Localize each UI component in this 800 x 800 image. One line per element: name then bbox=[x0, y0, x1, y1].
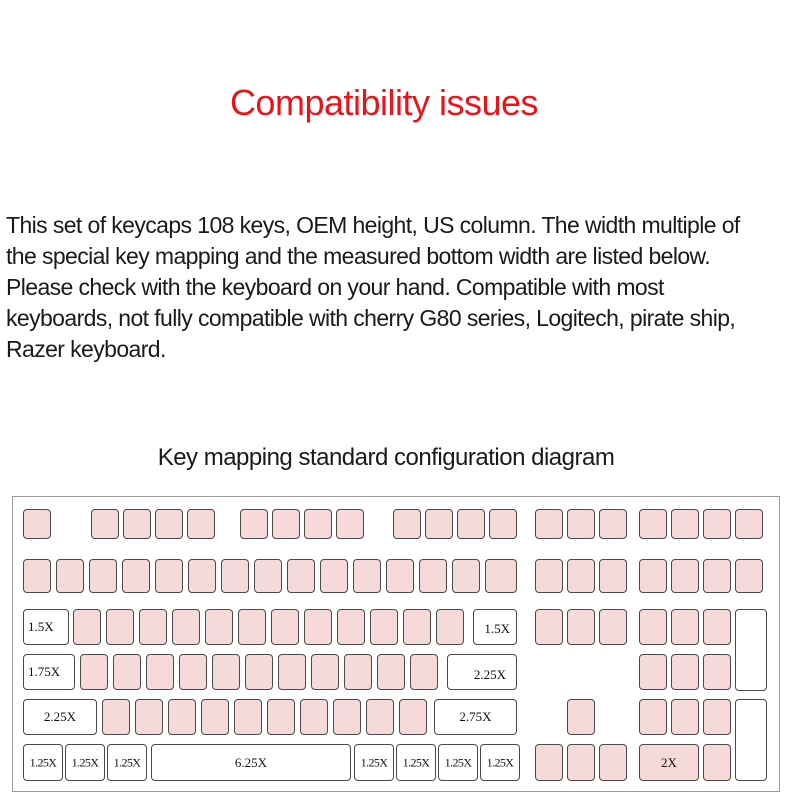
key-numlock bbox=[639, 559, 667, 593]
key-equal bbox=[419, 559, 447, 593]
key-label: 1.5X bbox=[484, 620, 510, 636]
key-rctrl bbox=[480, 744, 520, 781]
key-num-decimal bbox=[703, 744, 731, 781]
key-label: 1.25X bbox=[444, 755, 472, 769]
key-v bbox=[201, 699, 229, 735]
description-line: This set of keycaps 108 keys, OEM height, US column. The width multiple of bbox=[6, 212, 740, 238]
key-5 bbox=[188, 559, 216, 593]
key-backspace-a bbox=[452, 559, 480, 593]
key-label: 2X bbox=[661, 754, 677, 770]
key-x bbox=[135, 699, 163, 735]
key-q bbox=[73, 609, 101, 645]
key-pause bbox=[599, 509, 627, 539]
key-r bbox=[172, 609, 200, 645]
key-label: 2.75X bbox=[459, 709, 492, 724]
key-label: 1.25X bbox=[29, 755, 57, 769]
key-num0 bbox=[639, 744, 699, 781]
key-menu bbox=[438, 744, 478, 781]
key-label: 1.5X bbox=[28, 619, 54, 634]
key-f6 bbox=[272, 509, 300, 539]
key-f10 bbox=[425, 509, 453, 539]
description bbox=[6, 210, 786, 365]
key-scrlk bbox=[567, 509, 595, 539]
key-left bbox=[535, 744, 563, 781]
key-f12 bbox=[489, 509, 517, 539]
key-b bbox=[234, 699, 262, 735]
key-caps bbox=[23, 654, 75, 690]
key-num-multiply bbox=[703, 559, 731, 593]
key-num3 bbox=[703, 699, 731, 735]
key-f8 bbox=[336, 509, 364, 539]
description-line: Razer keyboard. bbox=[6, 336, 166, 362]
key-label: 1.25X bbox=[113, 755, 141, 769]
key-pgup bbox=[599, 559, 627, 593]
key-lshift bbox=[23, 699, 97, 735]
key-num-minus bbox=[735, 559, 763, 593]
key-h bbox=[245, 654, 273, 690]
key-num-plus bbox=[735, 609, 767, 691]
key-f3 bbox=[155, 509, 183, 539]
key-pgdn bbox=[599, 609, 627, 645]
key-g bbox=[212, 654, 240, 690]
key-rwin bbox=[396, 744, 436, 781]
key-num5 bbox=[671, 654, 699, 690]
key-period bbox=[366, 699, 394, 735]
key-f9 bbox=[393, 509, 421, 539]
key-7 bbox=[254, 559, 282, 593]
key-d bbox=[146, 654, 174, 690]
key-backspace-b bbox=[485, 559, 517, 593]
key-semicolon bbox=[377, 654, 405, 690]
key-t bbox=[205, 609, 233, 645]
key-lbracket bbox=[403, 609, 431, 645]
key-num7 bbox=[639, 609, 667, 645]
key-k bbox=[311, 654, 339, 690]
key-extra bbox=[703, 509, 731, 539]
key-u bbox=[271, 609, 299, 645]
key-s bbox=[113, 654, 141, 690]
key-f4 bbox=[187, 509, 215, 539]
key-esc bbox=[23, 509, 51, 539]
key-f bbox=[179, 654, 207, 690]
key-f7 bbox=[304, 509, 332, 539]
key-num4 bbox=[639, 654, 667, 690]
key-label: 2.25X bbox=[43, 709, 77, 724]
key-slash bbox=[399, 699, 427, 735]
key-o bbox=[337, 609, 365, 645]
key-6 bbox=[221, 559, 249, 593]
key-num6 bbox=[703, 654, 731, 690]
key-quote bbox=[410, 654, 438, 690]
key-up bbox=[567, 699, 595, 735]
key-y bbox=[238, 609, 266, 645]
key-rbracket bbox=[436, 609, 464, 645]
key-label: 1.25X bbox=[360, 755, 388, 769]
key-i bbox=[304, 609, 332, 645]
key-w bbox=[106, 609, 134, 645]
keyboard-diagram bbox=[12, 496, 780, 792]
key-end bbox=[567, 609, 595, 645]
key-insert bbox=[535, 559, 563, 593]
key-down bbox=[567, 744, 595, 781]
key-prtsc bbox=[535, 509, 563, 539]
key-p bbox=[370, 609, 398, 645]
key-num8 bbox=[671, 609, 699, 645]
key-l bbox=[344, 654, 372, 690]
description-line: Please check with the keyboard on your hand. Compatible with most bbox=[6, 274, 664, 300]
key-m bbox=[300, 699, 328, 735]
key-num2 bbox=[671, 699, 699, 735]
key-comma bbox=[333, 699, 361, 735]
key-delete bbox=[535, 609, 563, 645]
key-0 bbox=[353, 559, 381, 593]
page-title: Compatibility issues bbox=[229, 82, 539, 123]
key-e bbox=[139, 609, 167, 645]
key-tab bbox=[23, 609, 69, 645]
key-extra bbox=[735, 509, 763, 539]
key-n bbox=[267, 699, 295, 735]
key-label: 1.25X bbox=[71, 755, 99, 769]
key-9 bbox=[320, 559, 348, 593]
key-lctrl bbox=[23, 744, 63, 781]
key-num1 bbox=[639, 699, 667, 735]
key-lalt bbox=[107, 744, 147, 781]
key-grave bbox=[23, 559, 51, 593]
key-c bbox=[168, 699, 196, 735]
key-3 bbox=[122, 559, 150, 593]
key-label: 2.25X bbox=[473, 667, 506, 683]
key-2 bbox=[89, 559, 117, 593]
key-1 bbox=[56, 559, 84, 593]
key-f1 bbox=[91, 509, 119, 539]
diagram-title: Key mapping standard configuration diagram bbox=[157, 444, 615, 471]
key-extra bbox=[639, 509, 667, 539]
key-space bbox=[151, 744, 351, 781]
key-4 bbox=[155, 559, 183, 593]
key-num-enter bbox=[735, 699, 767, 781]
key-f5 bbox=[240, 509, 268, 539]
key-extra bbox=[671, 509, 699, 539]
key-a bbox=[80, 654, 108, 690]
key-rshift bbox=[434, 699, 517, 735]
key-label: 6.25X bbox=[234, 754, 268, 770]
key-f11 bbox=[457, 509, 485, 539]
key-minus bbox=[386, 559, 414, 593]
description-line: keyboards, not fully compatible with cherry G80 series, Logitech, pirate ship, bbox=[6, 305, 736, 331]
description-line: the special key mapping and the measured bottom width are listed below. bbox=[6, 243, 711, 269]
key-ralt bbox=[354, 744, 394, 781]
key-enter bbox=[447, 654, 517, 690]
key-label: 1.25X bbox=[402, 755, 430, 769]
key-8 bbox=[287, 559, 315, 593]
key-num9 bbox=[703, 609, 731, 645]
key-j bbox=[278, 654, 306, 690]
key-z bbox=[102, 699, 130, 735]
key-right bbox=[599, 744, 627, 781]
key-home bbox=[567, 559, 595, 593]
key-lwin bbox=[65, 744, 105, 781]
key-label: 1.25X bbox=[486, 755, 514, 769]
key-num-divide bbox=[671, 559, 699, 593]
key-f2 bbox=[123, 509, 151, 539]
key-label: 1.75X bbox=[28, 664, 61, 679]
key-backslash bbox=[473, 609, 517, 645]
